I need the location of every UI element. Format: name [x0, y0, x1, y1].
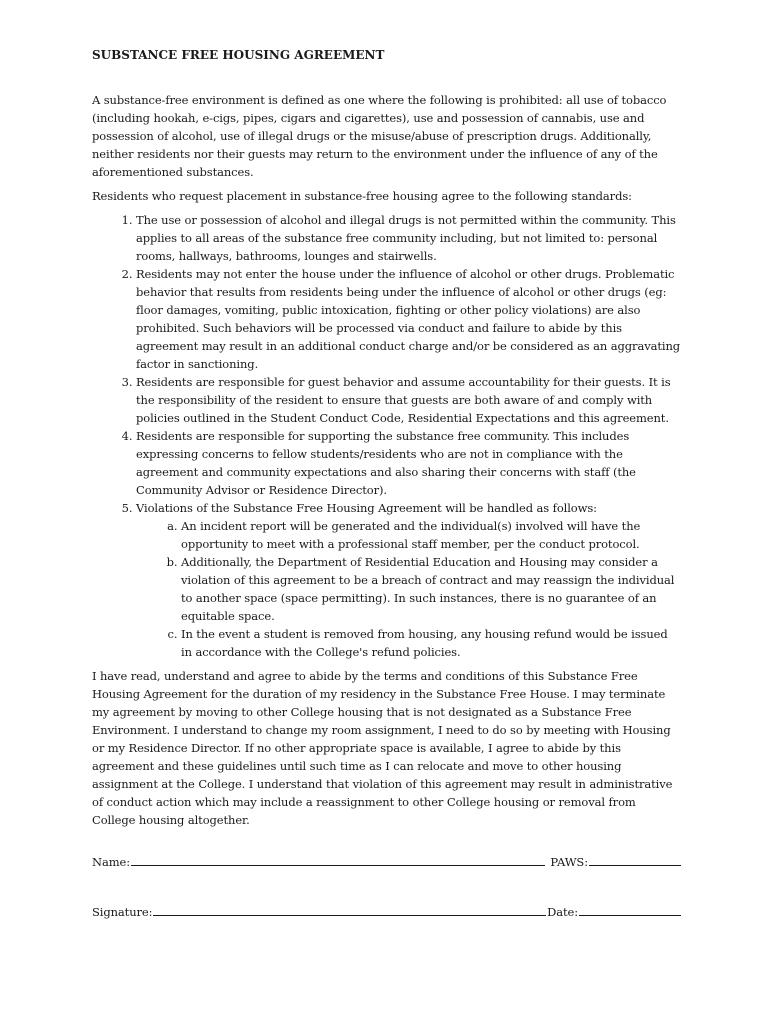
standard-text: Residents are responsible for supporting the substance free community. This includes expressing concerns to fellow students/residents who are not in compliance with the agreement and community expectations and also sharing their concerns with staff (the Community Advisor or Residence Director).	[136, 429, 636, 497]
standard-item-2	[136, 265, 682, 373]
name-blank[interactable]	[131, 855, 545, 866]
signature-date-row	[92, 903, 682, 921]
violation-item-a	[181, 517, 682, 553]
date-label: Date:	[547, 905, 578, 919]
standard-item-1	[136, 211, 682, 265]
standard-item-4	[136, 427, 682, 499]
standard-text: Residents are responsible for guest behavior and assume accountability for their guests. It is the responsibility of the resident to ensure that guests are both aware of and comply with policies outlined in the Student Conduct Code, Residential Expectations and this agreement.	[136, 375, 671, 425]
violation-text: In the event a student is removed from housing, any housing refund would be issued in accordance with the College's refund policies.	[181, 627, 668, 659]
standard-text: Residents may not enter the house under the influence of alcohol or other drugs. Problematic behavior that results from residents being under the influence of alcohol or other drugs (eg: floor damages, vomiting, public intoxication, fighting or other policy violations) are also prohibited. Such behaviors will be processed via conduct and failure to abide by this agreement may result in an additional conduct charge and/or be considered as an aggravating factor in sanctioning.	[136, 267, 681, 371]
intro-paragraph: A substance-free environment is defined as one where the following is prohibited: all use of tobacco (including hookah, e-cigs, pipes, cigars and cigarettes), use and possession of cannabis, use and possession of alcohol, use of illegal drugs or the misuse/abuse of prescription drugs. Additionally, neither residents nor their guests may return to the environment under the influence of any of the aforementioned substances.	[92, 93, 667, 179]
standard-item-3	[136, 373, 682, 427]
acknowledgement-paragraph: I have read, understand and agree to abide by the terms and conditions of this Substance Free Housing Agreement for the duration of my residency in the Substance Free House. I may terminate my agreement by moving to other College housing that is not designated as a Substance Free Environment. I understand to change my room assignment, I need to do so by meeting with Housing or my Residence Director. If no other appropriate space is available, I agree to abide by this agreement and these guidelines until such time as I can relocate and move to other housing assignment at the College. I understand that violation of this agreement may result in administrative of conduct action which may include a reassignment to other College housing or removal from College housing altogether.	[92, 669, 673, 827]
violation-item-b	[181, 553, 682, 625]
signature-blank[interactable]	[153, 905, 546, 916]
violation-text: An incident report will be generated and the individual(s) involved will have the opportunity to meet with a professional staff member, per the conduct protocol.	[181, 519, 641, 551]
standards-lead: Residents who request placement in substance-free housing agree to the following standards:	[92, 189, 632, 203]
paws-blank[interactable]	[589, 855, 681, 866]
violation-item-c	[181, 625, 682, 661]
standard-text: The use or possession of alcohol and illegal drugs is not permitted within the community. This applies to all areas of the substance free community including, but not limited to: personal rooms, hallways, bathrooms, lounges and stairwells.	[136, 213, 676, 263]
violations-list	[136, 517, 682, 661]
signature-label: Signature:	[92, 905, 153, 919]
document-title: SUBSTANCE FREE HOUSING AGREEMENT	[92, 48, 385, 62]
name-paws-row	[92, 853, 682, 871]
standards-list	[92, 211, 682, 661]
standard-item-5	[136, 499, 682, 661]
standard-text: Violations of the Substance Free Housing Agreement will be handled as follows:	[136, 501, 597, 515]
paws-label: PAWS:	[550, 855, 588, 869]
name-label: Name:	[92, 855, 131, 869]
violation-text: Additionally, the Department of Residential Education and Housing may consider a violation of this agreement to be a breach of contract and may reassign the individual to another space (space permitting). In such instances, there is no guarantee of an equitable space.	[181, 555, 675, 623]
date-blank[interactable]	[579, 905, 681, 916]
